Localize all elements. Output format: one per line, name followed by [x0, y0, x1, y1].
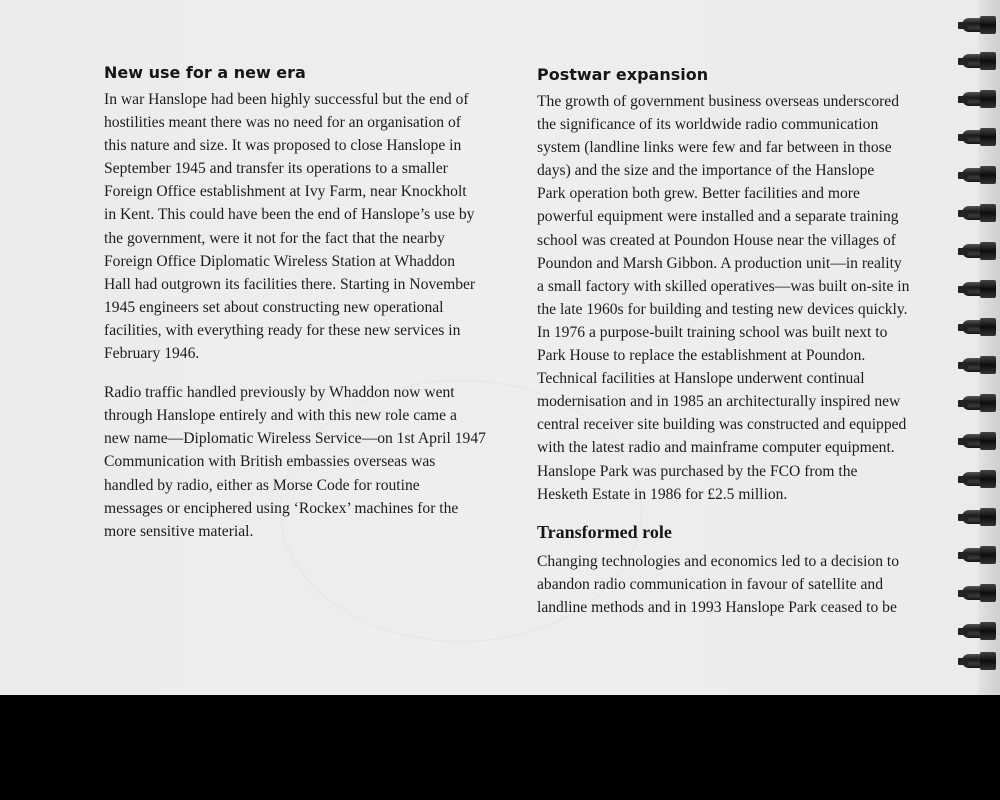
text-line: through Hanslope entirely and with this new role came a — [104, 407, 457, 425]
binding-coil — [956, 16, 996, 34]
text-line: Park operation both grew. Better facilities and more — [537, 185, 860, 203]
coil-wire-end — [980, 394, 996, 412]
text-line: hostilities meant there was no need for an organisation of — [104, 114, 461, 132]
punch-hole — [958, 58, 968, 65]
text-line: Foreign Office establishment at Ivy Farm, near Knockholt — [104, 183, 467, 201]
binding-coil — [956, 166, 996, 184]
coil-wire-end — [980, 166, 996, 184]
heading-transformed-role: Transformed role — [537, 521, 672, 542]
paragraph-spacer — [104, 365, 504, 381]
coil-wire-end — [980, 16, 996, 34]
binding-coil — [956, 546, 996, 564]
binding-coil — [956, 652, 996, 670]
text-line: Hanslope Park was purchased by the FCO from the — [537, 462, 858, 480]
punch-hole — [958, 628, 968, 635]
spiral-binding — [956, 10, 1000, 690]
punch-hole — [958, 400, 968, 407]
coil-wire-end — [980, 204, 996, 222]
text-line: this nature and size. It was proposed to close Hanslope in — [104, 137, 462, 155]
punch-hole — [958, 248, 968, 255]
binding-coil — [956, 622, 996, 640]
coil-wire-end — [980, 584, 996, 602]
coil-wire-end — [980, 318, 996, 336]
punch-hole — [958, 210, 968, 217]
text-line: more sensitive material. — [104, 522, 254, 540]
text-line: Hall had outgrown its facilities there. Starting in November — [104, 275, 476, 293]
text-line: Park House to replace the establishment at Poundon. — [537, 347, 866, 365]
punch-hole — [958, 172, 968, 179]
coil-wire-end — [980, 508, 996, 526]
paragraph-transformed-role — [537, 550, 937, 619]
coil-wire-end — [980, 242, 996, 260]
text-line: school was created at Poundon House near the villages of — [537, 231, 896, 249]
punch-hole — [958, 286, 968, 293]
binding-coil — [956, 204, 996, 222]
text-line: a small factory with skilled operatives—was built on-site in — [537, 277, 910, 295]
text-line: Poundon and Marsh Gibbon. A production unit—in reality — [537, 254, 902, 272]
paragraph-new-use — [104, 88, 504, 365]
punch-hole — [958, 552, 968, 559]
binding-coil — [956, 128, 996, 146]
coil-wire-end — [980, 546, 996, 564]
text-line: in Kent. This could have been the end of Hanslope’s use by — [104, 206, 475, 224]
text-line: 1945 engineers set about constructing new operational — [104, 298, 444, 316]
text-line: central receiver site building was constructed and equipped — [537, 416, 907, 434]
text-line: landline methods and in 1993 Hanslope Park ceased to be — [537, 598, 897, 616]
text-line: handled by radio, either as Morse Code for routine — [104, 476, 420, 494]
punch-hole — [958, 362, 968, 369]
coil-wire-end — [980, 128, 996, 146]
text-line: Communication with British embassies overseas was — [104, 453, 436, 471]
text-line: Radio traffic handled previously by Whaddon now went — [104, 384, 455, 402]
coil-wire-end — [980, 52, 996, 70]
text-line: the significance of its worldwide radio communication — [537, 116, 879, 134]
coil-wire-end — [980, 432, 996, 450]
punch-hole — [958, 514, 968, 521]
punch-hole — [958, 96, 968, 103]
binding-coil — [956, 280, 996, 298]
text-line: In 1976 a purpose-built training school was built next to — [537, 323, 888, 341]
coil-wire-end — [980, 280, 996, 298]
paragraph-radio-traffic — [104, 381, 504, 543]
text-line: with the latest radio and mainframe computer equipment. — [537, 439, 895, 457]
punch-hole — [958, 134, 968, 141]
coil-wire-end — [980, 90, 996, 108]
text-line: In war Hanslope had been highly successful but the end of — [104, 91, 469, 108]
binding-coil — [956, 90, 996, 108]
binding-coil — [956, 508, 996, 526]
binding-coil — [956, 432, 996, 450]
right-column — [537, 64, 937, 619]
binding-coil — [956, 470, 996, 488]
text-line: days) and the size and the importance of the Hanslope — [537, 162, 875, 180]
text-line: Foreign Office Diplomatic Wireless Station at Whaddon — [104, 252, 456, 270]
coil-wire-end — [980, 622, 996, 640]
left-column — [104, 62, 504, 543]
text-line: powerful equipment were installed and a separate training — [537, 208, 899, 226]
text-line: September 1945 and transfer its operations to a smaller — [104, 160, 448, 178]
binding-coil — [956, 394, 996, 412]
text-line: abandon radio communication in favour of satellite and — [537, 575, 883, 593]
text-line: Hesketh Estate in 1986 for £2.5 million. — [537, 485, 788, 503]
coil-wire-end — [980, 356, 996, 374]
text-line: February 1946. — [104, 345, 200, 363]
punch-hole — [958, 438, 968, 445]
binding-coil — [956, 242, 996, 260]
text-line: the government, were it not for the fact that the nearby — [104, 229, 445, 247]
punch-hole — [958, 22, 968, 29]
punch-hole — [958, 658, 968, 665]
paragraph-spacer — [537, 506, 937, 520]
text-line: modernisation and in 1985 an architecturally inspired new — [537, 393, 901, 411]
punch-hole — [958, 590, 968, 597]
binding-coil — [956, 318, 996, 336]
text-line: facilities, with everything ready for these new services in — [104, 321, 461, 339]
text-line: new name—Diplomatic Wireless Service—on 1st April 1947 — [104, 430, 486, 448]
heading-postwar-expansion: Postwar expansion — [537, 65, 709, 84]
text-line: messages or enciphered using ‘Rockex’ machines for the — [104, 499, 459, 517]
text-line: the late 1960s for building and testing new devices quickly. — [537, 300, 908, 318]
binding-coil — [956, 52, 996, 70]
text-line: Technical facilities at Hanslope underwent continual — [537, 370, 865, 388]
paragraph-postwar-expansion — [537, 90, 937, 506]
text-line: Changing technologies and economics led to a decision to — [537, 552, 900, 570]
text-line: system (landline links were few and far between in those — [537, 139, 892, 157]
binding-coil — [956, 356, 996, 374]
coil-wire-end — [980, 470, 996, 488]
punch-hole — [958, 324, 968, 331]
text-line: The growth of government business overseas underscored — [537, 93, 900, 110]
coil-wire-end — [980, 652, 996, 670]
heading-new-use: New use for a new era — [104, 63, 306, 82]
punch-hole — [958, 476, 968, 483]
binding-coil — [956, 584, 996, 602]
